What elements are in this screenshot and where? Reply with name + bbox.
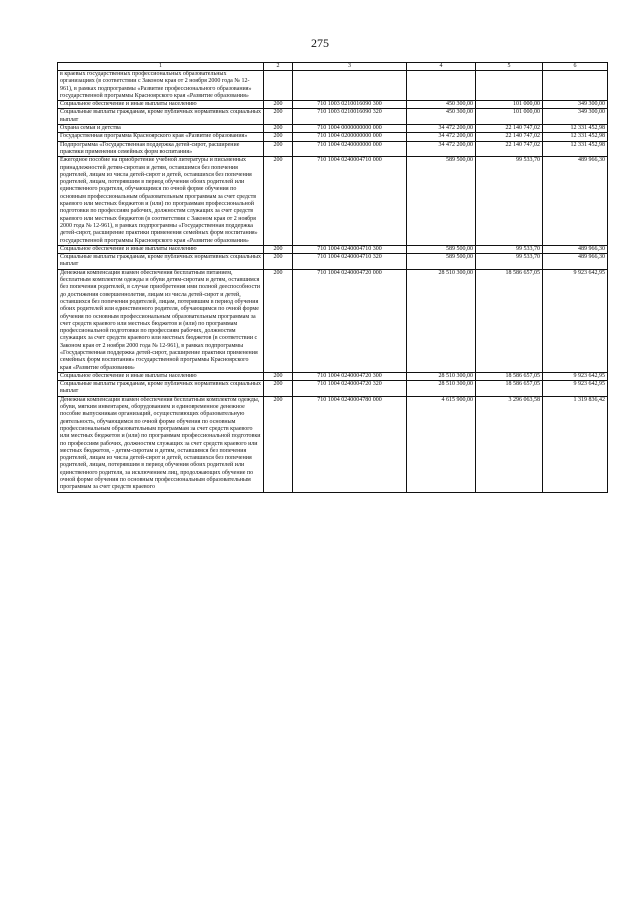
cell-approved: 589 500,00 [407, 254, 476, 270]
cell-code [264, 71, 293, 101]
cell-name: Денежная компенсация взамен обеспечения бесплатным комплектом одежды, обуви, мягким инвентарем, оборудованием и единовременное денежное пособие выпускникам организаций, осуществляющих образовательную деятельность, обучающимся по очной форме обучения по основным профессиональным образовательным программам за счет средств краевого или местных бюджетов и (или) по программам профессиональной подготовки по профессиям рабочих, должностям служащих за счет средств краевого или местных бюджетов, - детям-сиротам и детям, оставшимся без попечения родителей, лицам из числа детей-сирот и детей, оставшихся без попечения родителей, лицам, потерявшим в период обучения обоих родителей или единственного родителя, за исключением лиц, продолжающих обучение по очной форме обучения по основным профессиональным образовательным программам за счет средств краевого [58, 396, 264, 492]
cell-kbk: 710 1004 0200000000 000 [293, 133, 407, 141]
cell-approved: 4 615 900,00 [407, 396, 476, 492]
cell-code: 200 [264, 254, 293, 270]
cell-executed: 22 140 747,02 [476, 133, 543, 141]
cell-kbk: 710 1004 0240000000 000 [293, 141, 407, 157]
cell-name: Ежегодное пособие на приобретение учебной литературы и письменных принадлежностей детям-сиротам и детям, оставшимся без попечения родителей, лицам из числа детей-сирот и детей, оставшихся без попечения родителей, лицам, потерявшим в период обучения обоих родителей или единственного родителя, обучающимся по очной форме обучения по основным профессиональным образовательным программам за счет средств краевого или местных бюджетов и (или) по программам профессиональной подготовки по профессиям рабочих, должностям служащих за счет средств краевого или местных бюджетов (в соответствии с Законом края от 2 ноября 2000 года № 12-961), в рамках подпрограммы «Государственная поддержка детей-сирот, расширение практики применения семейных форм воспитания» государственной программы Красноярского края «Развитие образования» [58, 157, 264, 246]
cell-executed [476, 71, 543, 101]
table-row [58, 141, 608, 157]
cell-executed: 101 000,00 [476, 101, 543, 109]
cell-executed: 3 296 063,58 [476, 396, 543, 492]
table-row [58, 381, 608, 397]
cell-unexecuted: 489 966,30 [543, 254, 608, 270]
page-number: 275 [311, 36, 329, 50]
cell-unexecuted: 9 923 642,95 [543, 269, 608, 372]
table-row [58, 396, 608, 492]
cell-executed: 99 533,70 [476, 157, 543, 246]
cell-unexecuted: 1 319 836,42 [543, 396, 608, 492]
cell-approved: 28 510 300,00 [407, 381, 476, 397]
cell-executed: 99 533,70 [476, 254, 543, 270]
cell-unexecuted: 349 300,00 [543, 101, 608, 109]
cell-kbk: 710 1004 0240004780 000 [293, 396, 407, 492]
cell-unexecuted: 489 966,30 [543, 157, 608, 246]
table-row [58, 101, 608, 109]
cell-approved: 450 300,00 [407, 109, 476, 125]
cell-executed: 101 000,00 [476, 109, 543, 125]
cell-code: 200 [264, 101, 293, 109]
table-row [58, 372, 608, 380]
table-row [58, 125, 608, 133]
cell-unexecuted: 12 331 452,98 [543, 125, 608, 133]
cell-unexecuted: 12 331 452,98 [543, 141, 608, 157]
cell-approved [407, 71, 476, 101]
cell-name: Социальное обеспечение и иные выплаты населению [58, 372, 264, 380]
cell-name: Государственная программа Красноярского края «Развитие образования» [58, 133, 264, 141]
cell-kbk [293, 71, 407, 101]
cell-code: 200 [264, 157, 293, 246]
cell-kbk: 710 1004 0000000000 000 [293, 125, 407, 133]
cell-approved: 28 510 300,00 [407, 372, 476, 380]
table-body [58, 71, 608, 493]
table-row [58, 71, 608, 101]
cell-approved: 589 500,00 [407, 157, 476, 246]
cell-name: Социальное обеспечение и иные выплаты населению [58, 101, 264, 109]
cell-kbk: 710 1004 0240004710 000 [293, 157, 407, 246]
cell-kbk: 710 1003 0210016090 300 [293, 101, 407, 109]
cell-approved: 34 472 200,00 [407, 133, 476, 141]
column-header: 5 [476, 63, 543, 71]
cell-code: 200 [264, 109, 293, 125]
cell-kbk: 710 1004 0240004720 320 [293, 381, 407, 397]
cell-kbk: 710 1004 0240004720 300 [293, 372, 407, 380]
cell-kbk: 710 1004 0240004710 300 [293, 245, 407, 253]
cell-executed: 18 586 657,05 [476, 372, 543, 380]
cell-approved: 28 510 300,00 [407, 269, 476, 372]
cell-name: Подпрограмма «Государственная поддержка детей-сирот, расширение практики применения семейных форм воспитания» [58, 141, 264, 157]
cell-name: в краевых государственных профессиональных образовательных организациях (в соответствии с Законом края от 2 ноября 2000 года № 12-961), в рамках подпрограммы «Развитие профессионального образования» государственной программы Красноярского края «Развитие образования» [58, 71, 264, 101]
cell-approved: 450 300,00 [407, 101, 476, 109]
column-header: 3 [293, 63, 407, 71]
cell-approved: 589 500,00 [407, 245, 476, 253]
cell-name: Социальные выплаты гражданам, кроме публичных нормативных социальных выплат [58, 254, 264, 270]
table-row [58, 269, 608, 372]
cell-name: Социальные выплаты гражданам, кроме публичных нормативных социальных выплат [58, 381, 264, 397]
cell-code: 200 [264, 269, 293, 372]
column-header: 4 [407, 63, 476, 71]
cell-name: Денежная компенсация взамен обеспечения бесплатным питанием, бесплатным комплектом одежды и обуви детям-сиротам и детям, оставшимся без попечения родителей, в случае приобретения ими полной дееспособности до достижения совершеннолетия, лицам из числа детей-сирот и детей, оставшихся без попечения родителей, лицам, потерявшим в период обучения обоих родителей или единственного родителя, обучающимся по очной форме обучения по основным профессиональным образовательным программам за счет средств краевого или местных бюджетов и (или) по программам профессиональной подготовки по профессиям рабочих, должностям служащих за счет средств краевого или местных бюджетов (в соответствии с Законом края от 2 ноября 2000 года № 12-961), в рамках подпрограммы «Государственная поддержка детей-сирот, расширение практики применения семейных форм воспитания» государственной программы Красноярского края «Развитие образования» [58, 269, 264, 372]
cell-code: 200 [264, 125, 293, 133]
cell-executed: 22 140 747,02 [476, 125, 543, 133]
table-row [58, 109, 608, 125]
table-row [58, 133, 608, 141]
cell-code: 200 [264, 372, 293, 380]
header-row [58, 63, 608, 71]
cell-executed: 18 586 657,05 [476, 381, 543, 397]
cell-executed: 18 586 657,05 [476, 269, 543, 372]
cell-unexecuted [543, 71, 608, 101]
cell-approved: 34 472 200,00 [407, 125, 476, 133]
column-header: 2 [264, 63, 293, 71]
cell-executed: 22 140 747,02 [476, 141, 543, 157]
cell-kbk: 710 1004 0240004720 000 [293, 269, 407, 372]
cell-approved: 34 472 200,00 [407, 141, 476, 157]
cell-kbk: 710 1004 0240004710 320 [293, 254, 407, 270]
cell-code: 200 [264, 396, 293, 492]
cell-unexecuted: 9 923 642,95 [543, 372, 608, 380]
cell-code: 200 [264, 245, 293, 253]
cell-code: 200 [264, 381, 293, 397]
cell-code: 200 [264, 141, 293, 157]
column-header: 1 [58, 63, 264, 71]
cell-name: Социальные выплаты гражданам, кроме публичных нормативных социальных выплат [58, 109, 264, 125]
cell-unexecuted: 349 300,00 [543, 109, 608, 125]
cell-unexecuted: 12 331 452,98 [543, 133, 608, 141]
table-row [58, 254, 608, 270]
cell-code: 200 [264, 133, 293, 141]
column-header: 6 [543, 63, 608, 71]
table-row [58, 157, 608, 246]
budget-table [57, 62, 608, 493]
cell-name: Социальное обеспечение и иные выплаты населению [58, 245, 264, 253]
cell-name: Охрана семьи и детства [58, 125, 264, 133]
cell-kbk: 710 1003 0210016090 320 [293, 109, 407, 125]
cell-unexecuted: 489 966,30 [543, 245, 608, 253]
cell-unexecuted: 9 923 642,95 [543, 381, 608, 397]
table-row [58, 245, 608, 253]
cell-executed: 99 533,70 [476, 245, 543, 253]
